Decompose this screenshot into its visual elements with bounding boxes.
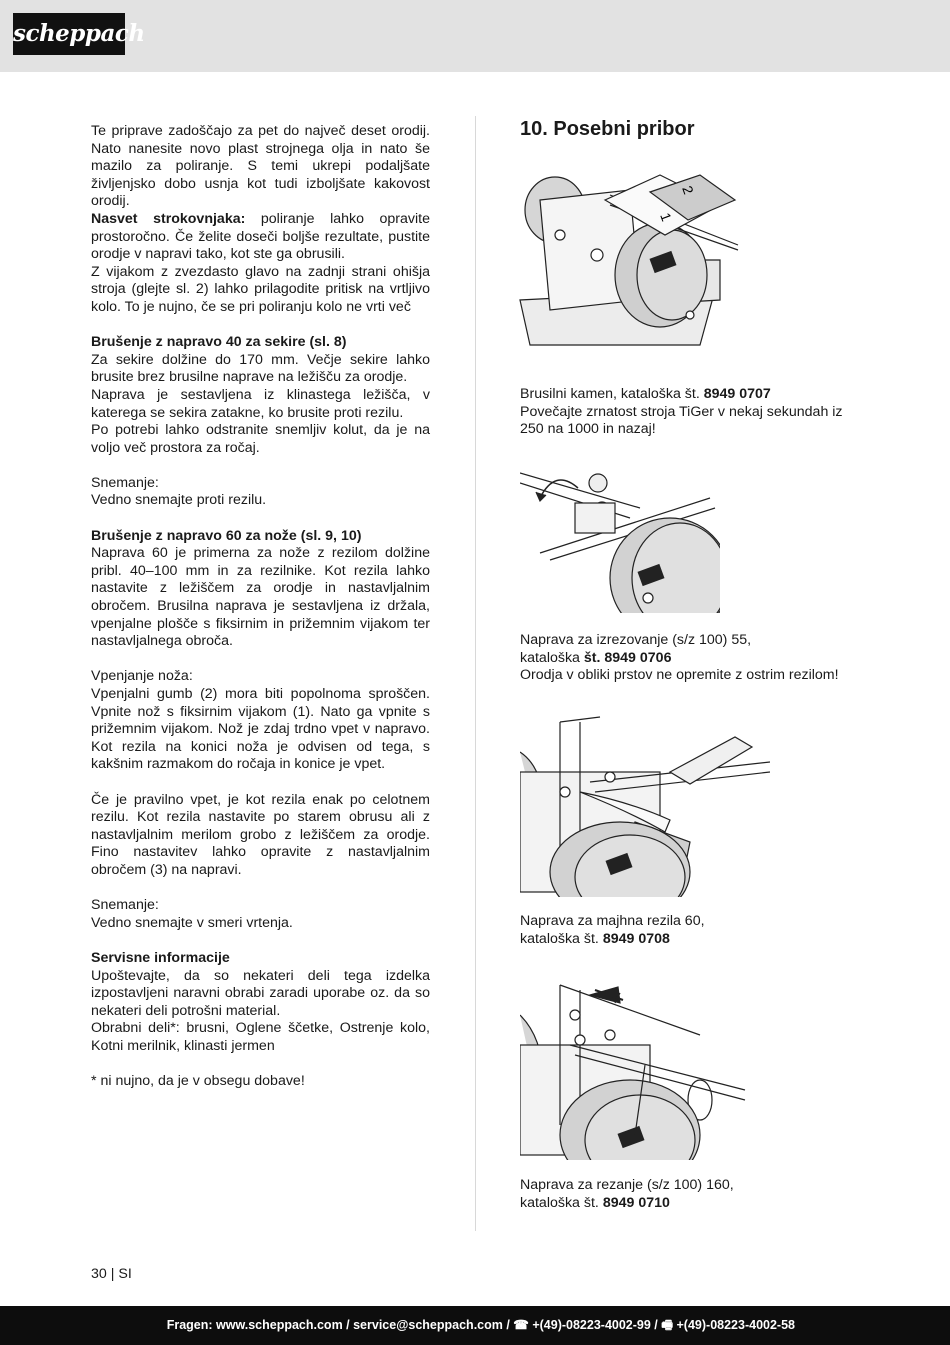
paragraph: Naprava je sestavljena iz klinastega ležišča, v katerega se sekira zatakne, ko brusite proti rezilu. <box>91 386 430 421</box>
whetstone-figure <box>510 160 750 360</box>
section-heading: Brušenje z napravo 40 za sekire (sl. 8) <box>91 334 347 351</box>
paragraph: Naprava 60 je primerna za nože z rezilom dolžine pribl. 40–100 mm in za rezilnike. Kot rezila lahko nastavite z ležiščem za orodje in nastavljalnim obročem. Brusilna naprava je sestavljena iz držala, vpenjalne plošče s fiksirnim in prižemnim vijakom ter nastavljalnega obroča. <box>91 545 430 650</box>
scheppach-logo: scheppach <box>13 13 125 55</box>
paragraph: Vedno snemajte v smeri vrtenja. <box>91 914 293 931</box>
paragraph: Z vijakom z zvezdasto glavo na zadnji strani ohišja stroja (glejte sl. 2) lahko prilagodite pritisk na vrtljivo kolo. To je nujno, če se pri poliranju kolo ne vrti več <box>91 263 430 315</box>
catalog-number: 8949 0707 <box>703 386 771 402</box>
caption-device-55: Naprava za izrezovanje (s/z 100) 55, kataloška št. 8949 0706 Orodja v obliki prstov ne opremite z ostrim rezilom! <box>520 632 839 684</box>
catalog-number: 8949 0710 <box>602 1194 670 1211</box>
column-divider <box>475 116 476 1231</box>
device-160-figure <box>520 975 750 1160</box>
page-footer <box>0 1306 950 1345</box>
figure-label: 1 <box>657 210 675 224</box>
paragraph: Nasvet strokovnjaka: poliranje lahko opravite prostoročno. Če želite doseči boljše rezultate, pustite orodje v napravi tako, kot ste ga obrusili. <box>91 210 430 263</box>
paragraph: Upoštevajte, da so nekateri deli tega izdelka izpostavljeni naravni obrabi zaradi uporabe oz. da so nekateri deli potrošni material. <box>91 967 430 1019</box>
paragraph: Snemanje: <box>91 897 159 914</box>
paragraph: Za sekire dolžine do 170 mm. Večje sekire lahko brusite brez brusilne naprave na ležišču za orodje. <box>91 351 430 386</box>
section-heading: Servisne informacije <box>91 949 230 966</box>
section-heading: Brušenje z napravo 60 za nože (sl. 9, 10) <box>91 527 362 544</box>
paragraph: Vedno snemajte proti rezilu. <box>91 492 267 509</box>
paragraph: Obrabni deli*: brusni, Oglene ščetke, Ostrenje kolo, Kotni merilnik, klinasti jermen <box>91 1020 430 1054</box>
paragraph: Vpenjalni gumb (2) mora biti popolnoma sproščen. Vpnite nož s fiksirnim vijakom (1). Nato ga vpnite s prižemnim vijakom. Nož je zdaj trdno vpet v napravo. Kot rezila na konici noža je odvisen od tega, s kakšnim razmakom do ročaja in konice je vpet. <box>91 686 430 773</box>
section-title: 10. Posebni pribor <box>520 118 695 140</box>
paragraph: Če je pravilno vpet, je kot rezila enak po celotnem rezilu. Kot rezila nastavite po starem obrusu ali z nastavljalnim merilom grobo z ležiščem za orodje. Fino nastavitev lahko opravite z nastavljalnim obročem (3) na napravi. <box>91 791 430 878</box>
expert-tip-label: Nasvet strokovnjaka: <box>91 210 246 227</box>
page-number: 30 | SI <box>91 1266 132 1282</box>
device-60-figure <box>520 712 770 897</box>
caption-device-160: Naprava za rezanje (s/z 100) 160, kataloška št. 8949 0710 <box>520 1177 734 1211</box>
catalog-number: št. 8949 0706 <box>583 649 672 666</box>
page-header <box>0 0 950 72</box>
caption-whetstone: Brusilni kamen, kataloška št. 8949 0707 Povečajte zrnatost stroja TiGer v nekaj sekundah iz 250 na 1000 in nazaj! <box>520 386 843 438</box>
figure-label: 2 <box>679 183 697 197</box>
footer-contact: Fragen: www.scheppach.com / service@scheppach.com / ☎ +(49)-08223-4002-99 / 🖷 +(49)-08223-4002-58 <box>166 1318 795 1332</box>
catalog-number: 8949 0708 <box>602 930 670 947</box>
paragraph: Te priprave zadoščajo za pet do največ deset orodij. Nato nanesite novo plast strojnega olja in nato še mazilo za poliranje. S temi ukrepi podaljšate življenjsko dobo usnja kot tudi izboljšate kakovost orodij. <box>91 123 430 210</box>
paragraph: Snemanje: <box>91 474 159 491</box>
paragraph: Vpenjanje noža: <box>91 668 193 685</box>
caption-device-60: Naprava za majhna rezila 60, kataloška št. 8949 0708 <box>520 913 705 947</box>
paragraph: * ni nujno, da je v obsegu dobave! <box>91 1073 305 1090</box>
paragraph: Po potrebi lahko odstranite snemljiv kolut, da je na voljo več prostora za ročaj. <box>91 422 430 456</box>
left-column <box>91 123 430 1091</box>
device-55-figure <box>520 468 720 613</box>
